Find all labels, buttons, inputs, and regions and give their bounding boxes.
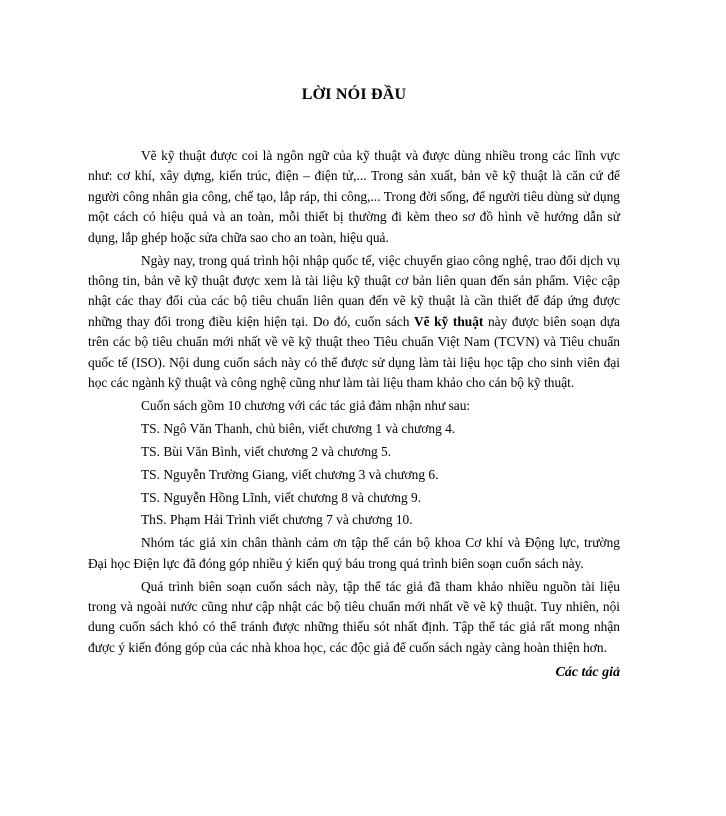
- text-run: Vẽ kỹ thuật được coi là ngôn ngữ của kỹ thuật và được dùng nhiều trong các lĩnh vực như: cơ khí, xây dựng, kiến trúc, điện – điện tử,... Trong sản xuất, bản vẽ kỹ thuật là căn cứ để người công nhân gia công, chế tạo, lắp ráp, thi công,... Trong đời sống, để người tiêu dùng sử dụng một cách có hiệu quả và an toàn, mỗi thiết bị thường đi kèm theo sơ đồ hình vẽ hướng dẫn sử dụng, lắp ghép hoặc sửa chữa sao cho an toàn, hiệu quả.: [88, 148, 620, 245]
- paragraph: [88, 146, 620, 248]
- text-run: ThS. Phạm Hải Trình viết chương 7 và chương 10.: [141, 512, 413, 528]
- text-run: Quá trình biên soạn cuốn sách này, tập thể tác giả đã tham khảo nhiều nguồn tài liệu trong và ngoài nước cũng như cập nhật các bộ tiêu chuẩn mới nhất về vẽ kỹ thuật. Tuy nhiên, nội dung cuốn sách khó có thể tránh được những thiếu sót nhất định. Tập thể tác giả rất mong nhận được ý kiến đóng góp của các nhà khoa học, các độc giả để cuốn sách ngày càng hoàn thiện hơn.: [88, 578, 620, 655]
- text-run: Ngày nay, trong quá trình hội nhập quốc tế, việc chuyển giao công nghệ, trao đổi dịch vụ thông tin, bản vẽ kỹ thuật được xem là tài liệu kỹ thuật cơ bản liên quan đến sản phẩm. Việc cập nhật các thay đổi của các bộ tiêu chuẩn liên quan đến vẽ kỹ thuật là cần thiết để đáp ứng được những thay đổi trong điều kiện hiện tại. Do đó, cuốn sách: [88, 252, 620, 329]
- paragraph: [88, 396, 620, 416]
- signature: Các tác giả: [555, 665, 620, 681]
- text-run: này được biên soạn dựa trên các bộ tiêu chuẩn mới nhất về vẽ kỹ thuật theo Tiêu chuẩn Việt Nam (TCVN) và Tiêu chuẩn quốc tế (ISO). Nội dung cuốn sách này có thể được sử dụng làm tài liệu học tập cho sinh viên đại học các ngành kỹ thuật và công nghệ cũng như làm tài liệu tham khảo cho cán bộ kỹ thuật.: [88, 313, 620, 390]
- page-title: LỜI NÓI ĐẦU: [301, 86, 407, 103]
- paragraph: [88, 419, 620, 439]
- paragraph: [88, 465, 620, 485]
- text-run: Cuốn sách gồm 10 chương với các tác giả đảm nhận như sau:: [141, 397, 471, 413]
- text-run: TS. Nguyễn Hồng Lĩnh, viết chương 8 và chương 9.: [141, 489, 422, 505]
- paragraph: [88, 577, 620, 659]
- document-body: [88, 146, 620, 658]
- paragraph: [88, 533, 620, 574]
- paragraph: [88, 442, 620, 462]
- paragraph: [88, 488, 620, 508]
- paragraph: [88, 251, 620, 394]
- text-run: Nhóm tác giả xin chân thành cảm ơn tập thể cán bộ khoa Cơ khí và Động lực, trường Đại học Điện lực đã đóng góp nhiều ý kiến quý báu trong quá trình biên soạn cuốn sách này.: [88, 535, 620, 571]
- text-run: TS. Nguyễn Trường Giang, viết chương 3 và chương 6.: [141, 466, 439, 482]
- text-run: TS. Ngô Văn Thanh, chủ biên, viết chương 1 và chương 4.: [141, 420, 456, 436]
- text-run: TS. Bùi Văn Bình, viết chương 2 và chương 5.: [141, 443, 392, 459]
- paragraph: [88, 510, 620, 530]
- bold-text-run: Vẽ kỹ thuật: [414, 313, 484, 329]
